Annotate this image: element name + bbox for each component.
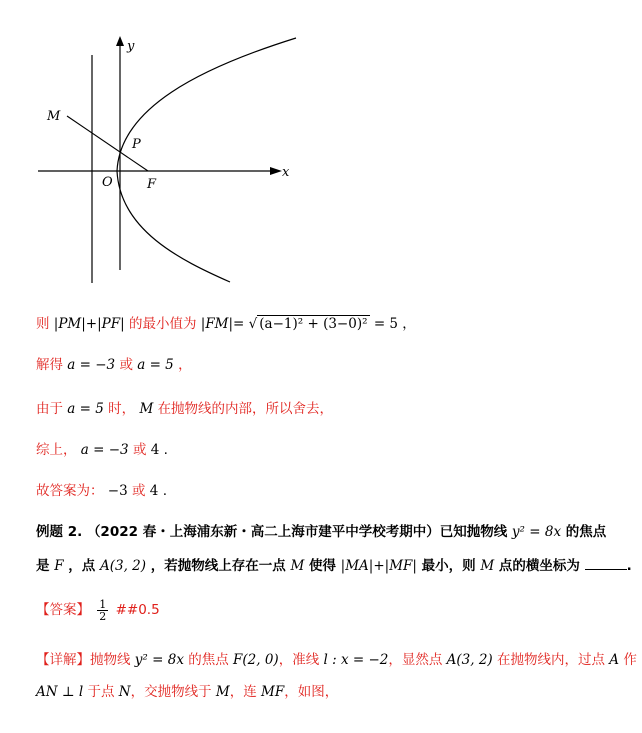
text: 的焦点 [565,524,607,540]
answer-alt: ##0.5 [115,602,160,618]
result: = 5 ， [373,316,416,332]
solution-line-4 [36,438,168,458]
point-F: F(2, 0) [233,652,279,668]
text: ，若抛物线上存在一点 [150,558,286,574]
text: 综上， [36,442,77,458]
value: 4 [149,483,159,499]
point-M: M [480,558,495,574]
point-A: A(3, 2) [446,652,493,668]
text: 在抛物线内，过点 [497,652,605,668]
explanation-line-1 [36,648,637,668]
point-M: M [290,558,305,574]
answer-blank [585,557,627,570]
point-A: A(3, 2) [99,558,147,574]
label-y: y [127,39,135,54]
segment-MF-label: MF [261,684,285,700]
text: 的焦点 [188,652,229,668]
text: 点的横坐标为 [498,558,580,574]
text: 或 [119,357,133,373]
text: 的最小值为 [128,316,197,332]
expr-fm: |FM|= [200,316,245,332]
text: 最小，则 [421,558,476,574]
solution-line-5 [36,479,167,499]
sqrt-content: (a−1)² + (3−0)² [259,316,368,332]
example-source: （2022 春・上海浦东新・高二上海市建平中学校考期中）已知抛物线 [86,524,508,540]
y-axis-arrow [116,36,124,46]
explanation-line-2 [36,680,338,700]
value-a2: a = 5 [137,357,174,373]
parabola-figure [30,30,320,290]
label-O: O [102,175,113,190]
solution-line-1 [36,312,416,332]
point-M: M [215,684,230,700]
text: 作 [623,652,637,668]
perpendicular-expr: AN ⊥ l [36,684,84,700]
text: 故答案为： [36,483,104,499]
text: 或 [132,442,147,458]
label-P: P [132,137,141,152]
point-M: M [139,401,154,417]
text: ，显然点 [388,652,443,668]
text: ， [178,357,192,373]
label-F: F [147,177,157,192]
explanation-tag: 【详解】 [36,652,90,668]
label-M: M [47,109,61,124]
value-a: a = 5 [67,401,104,417]
value-a1: a = −3 [67,357,116,373]
example-2-line-1 [36,520,606,540]
value-a: −3 [107,483,128,499]
expr-ma-mf: |MA|+|MF| [340,558,417,574]
text: 解得 [36,357,63,373]
text: . [163,442,168,458]
text: 由于 [36,401,63,417]
text: 时， [108,401,136,417]
sqrt-symbol: √ [248,316,258,332]
value-a: a = −3 [80,442,129,458]
solution-line-2 [36,353,192,373]
example-title: 例题 2. [36,524,83,540]
example-2-line-2 [36,554,632,574]
answer-line [36,598,160,622]
text: 于点 [87,684,115,700]
text: 在抛物线的内部，所以舍去， [157,401,334,417]
point-F: F [54,558,64,574]
fraction-denominator: 2 [99,609,107,623]
point-N: N [118,684,131,700]
text: ，点 [68,558,96,574]
text: 或 [132,483,146,499]
text: 则 [36,316,50,332]
parabola-curve [117,38,296,282]
equation: y² = 8x [134,652,184,668]
text: ，连 [229,684,257,700]
text: . [162,483,167,499]
label-x: x [282,165,290,180]
point-A: A [609,652,620,668]
text: ，准线 [278,652,320,668]
text: 是 [36,558,50,574]
directrix-eq: l : x = −2 [323,652,389,668]
x-axis-arrow [270,167,282,175]
text: . [626,558,632,574]
solution-line-3 [36,397,333,417]
text: 抛物线 [90,652,131,668]
text: 使得 [308,558,336,574]
value: 4 [150,442,160,458]
answer-tag: 【答案】 [36,602,90,618]
text: ，如图， [284,684,339,700]
fraction-numerator: 1 [99,597,107,611]
expr-pm-pf: |PM|+|PF| [53,316,125,332]
equation: y² = 8x [511,524,562,540]
answer-fraction [97,599,108,622]
text: ，交抛物线于 [130,684,212,700]
